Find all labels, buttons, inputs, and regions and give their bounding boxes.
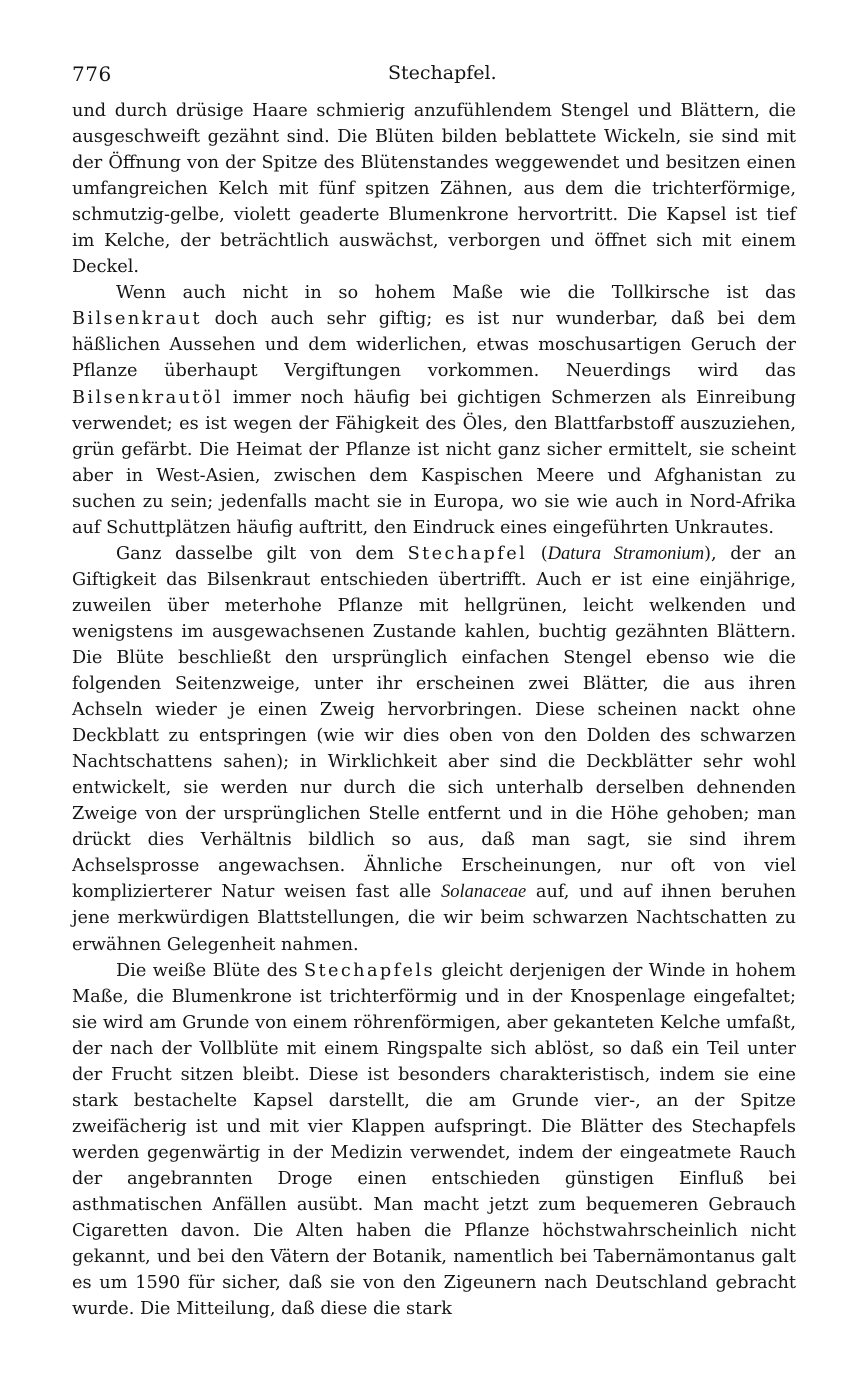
book-page	[72, 62, 796, 1322]
paragraph	[72, 280, 796, 540]
paragraph	[72, 958, 796, 1323]
spaced-term: Bilsenkraut	[72, 309, 202, 330]
text-segment: auf, und auf ihnen beruhen jene merkwürdigen Blattstellungen, die wir beim schwarzen Nachtschatten zu erwähnen Gelegenheit nahmen.	[72, 882, 796, 955]
text-segment: gleicht derjenigen der Winde in hohem Maße, die Blumenkrone ist trichterförmig und in der Knospenlage eingefaltet; sie wird am Grunde von einem röhrenförmigen, aber gekanteten Kelche umfaßt, der nach der Vollblüte mit einem Ringspalte sich ablöst, so daß ein Teil unter der Frucht sitzen bleibt. Diese ist besonders charakteristisch, indem sie eine stark bestachelte Kapsel darstellt, die am Grunde vier-, an der Spitze zweifächerig ist und mit vier Klappen aufspringt. Die Blätter des Stechapfels werden gegenwärtig in der Medizin verwendet, indem der eingeatmete Rauch der angebrannten Droge einen entschieden günstigen Einfluß bei asthmatischen Anfällen ausübt. Man macht jetzt zum bequemeren Gebrauch Cigaretten davon. Die Alten haben die Pflanze höchstwahrscheinlich nicht gekannt, und bei den Vätern der Botanik, namentlich bei Tabernämontanus galt es um 1590 für sicher, daß sie von den Zigeunern nach Deutschland gebracht wurde. Die Mitteilung, daß diese die stark	[72, 960, 796, 1320]
running-head: Stechapfel.	[388, 62, 497, 84]
text-segment: (	[527, 543, 548, 564]
text-segment: immer noch häufig bei gichtigen Schmerzen als Einreibung verwendet; es ist wegen der Fähigkeit des Öles, den Blattfarbstoff auszuziehen, grün gefärbt. Die Heimat der Pflanze ist nicht ganz sicher ermittelt, sie scheint aber in West-Asien, zwischen dem Kaspischen Meere und Afghanistan zu suchen zu sein; jedenfalls macht sie in Europa, wo sie wie auch in Nord-Afrika auf Schuttplätzen häufig auftritt, den Eindruck eines eingeführten Unkrautes.	[72, 387, 796, 538]
paragraph	[72, 98, 796, 280]
text-segment: ), der an Giftigkeit das Bilsenkraut entschieden übertrifft. Auch er ist eine einjährige, zuweilen über meterhohe Pflanze mit hellgrünen, leicht welkenden und wenigstens im ausgewachsenen Zustande kahlen, buchtig gezähnten Blättern. Die Blüte beschließt den ursprünglich einfachen Stengel ebenso wie die folgenden Seitenzweige, unter ihr erscheinen zwei Blätter, die aus ihren Achseln wieder je einen Zweig hervorbringen. Diese scheinen nackt ohne Deckblatt zu entspringen (wie wir dies oben von den Dolden des schwarzen Nachtschattens sahen); in Wirklichkeit aber sind die Deckblätter sehr wohl entwickelt, sie werden nur durch die sich unterhalb derselben dehnenden Zweige von der ursprünglichen Stelle entfernt und in die Höhe gehoben; man drückt dies Verhältnis bildlich so aus, daß man sagt, sie sind ihrem Achselsprosse angewachsen. Ähnliche Erscheinungen, nur oft von viel komplizierterer Natur weisen fast alle	[72, 543, 797, 903]
latin-name: Solanaceae	[440, 882, 527, 903]
text-segment: Wenn auch nicht in so hohem Maße wie die Tollkirsche ist das	[116, 283, 796, 304]
latin-name: Datura Stramonium	[547, 543, 705, 564]
spaced-term: Stechapfels	[303, 960, 435, 981]
body-text	[72, 98, 796, 1322]
text-segment: doch auch sehr giftig; es ist nur wunderbar, daß bei dem häßlichen Aussehen und dem widerlichen, etwas moschusartigen Geruch der Pflanze überhaupt Vergiftungen vorkommen. Neuerdings wird das	[72, 309, 796, 382]
page-number: 776	[72, 62, 112, 86]
spaced-term: Stechapfel	[407, 543, 528, 564]
text-segment: Die weiße Blüte des	[116, 960, 304, 981]
text-segment: Ganz dasselbe gilt von dem	[116, 543, 408, 564]
text-segment: und durch drüsige Haare schmierig anzufühlendem Stengel und Blättern, die ausgeschweift gezähnt sind. Die Blüten bilden beblattete Wickeln, sie sind mit der Öffnung von der Spitze des Blütenstandes weggewendet und besitzen einen umfangreichen Kelch mit fünf spitzen Zähnen, aus dem die trichterförmige, schmutzig-gelbe, violett geaderte Blumenkrone hervortritt. Die Kapsel ist tief im Kelche, der beträchtlich auswächst, verborgen und öffnet sich mit einem Deckel.	[72, 101, 796, 278]
paragraph	[72, 541, 796, 958]
page-header	[72, 62, 796, 98]
spaced-term: Bilsenkrautöl	[72, 387, 223, 408]
